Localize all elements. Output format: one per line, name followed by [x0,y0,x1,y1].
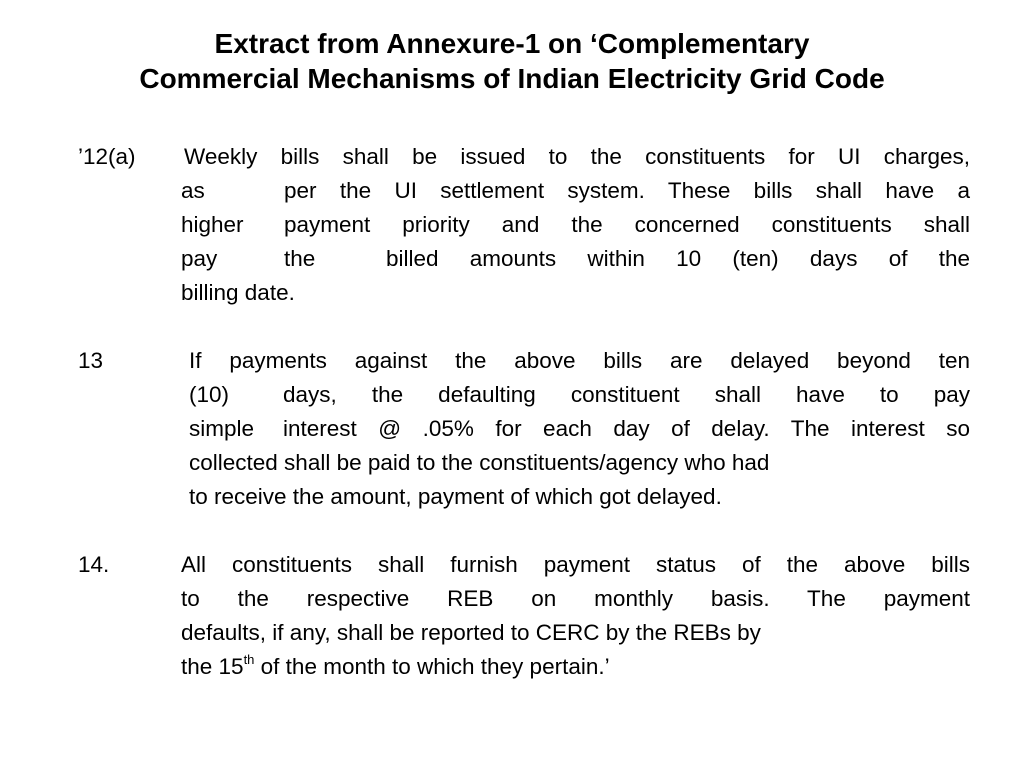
paragraph-line: higher [181,212,244,237]
title-line-2: Commercial Mechanisms of Indian Electricity Grid Code [139,63,885,94]
paragraph-line: pay [181,246,218,271]
section-number: 13 [78,348,104,373]
paragraph-line: to receive the amount, payment of which got delayed. [189,484,722,509]
ordinal-superscript: th [243,651,255,667]
paragraph-line: If payments against the above bills are delayed beyond ten [189,348,970,373]
paragraph-line: (10) [189,382,230,407]
paragraph-line: the [284,246,316,271]
paragraph-line: days, the defaulting constituent shall have to pay [283,382,970,407]
paragraph-line: simple [189,416,255,441]
paragraph-line: to the respective REB on monthly basis. The payment [181,586,970,611]
section-number: 14. [78,552,110,577]
paragraph-line: billed amounts within 10 (ten) days of the [386,246,970,271]
paragraph-line: defaults, if any, shall be reported to CERC by the REBs by [181,620,761,645]
paragraph-line: All constituents shall furnish payment status of the above bills [181,552,970,577]
paragraph-line: the 15th of the month to which they pertain.’ [181,651,610,679]
paragraph-line: payment priority and the concerned constituents shall [284,212,970,237]
paragraph-line: billing date. [181,280,295,305]
paragraph-line: interest @ .05% for each day of delay. The interest so [283,416,970,441]
paragraph-line: per the UI settlement system. These bills shall have a [284,178,970,203]
paragraph-line: collected shall be paid to the constituents/agency who had [189,450,770,475]
title-line-1: Extract from Annexure-1 on ‘Complementary [214,28,810,59]
page-title [0,26,1024,96]
section-number: ’12(a) [78,144,136,169]
paragraph-line: Weekly bills shall be issued to the constituents for UI charges, [184,144,970,169]
paragraph-line: as [181,178,205,203]
